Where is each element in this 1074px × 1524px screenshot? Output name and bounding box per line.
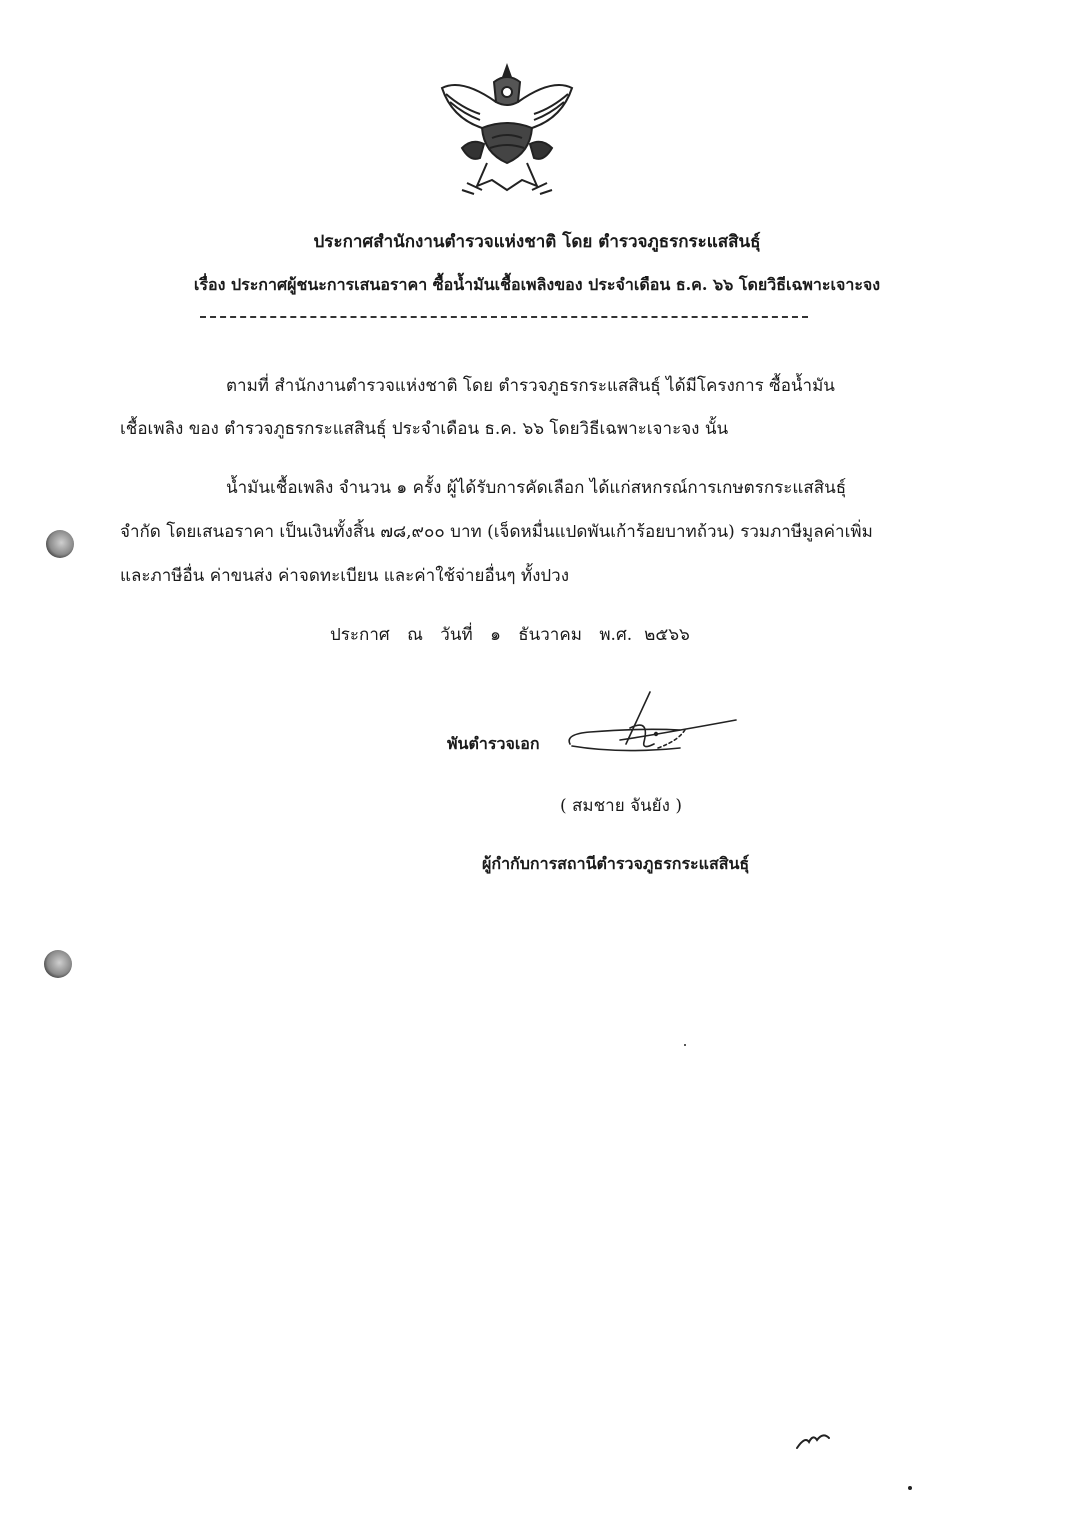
signer-name: ( สมชาย จันยัง ) [560,796,682,816]
handwritten-signature [560,688,740,772]
paragraph-1-line-2: เชื้อเพลิง ของ ตำรวจภูธรกระแสสินธุ์ ประจำเดือน ธ.ค. ๖๖ โดยวิธีเฉพาะเจาะจง นั้น [120,419,729,439]
paragraph-2-line-3: และภาษีอื่น ค่าขนส่ง ค่าจดทะเบียน และค่าใช้จ่ายอื่นๆ ทั้งปวง [120,566,570,586]
paragraph-2-line-1: น้ำมันเชื้อเพลิง จำนวน ๑ ครั้ง ผู้ได้รับการคัดเลือก ได้แก่สหกรณ์การเกษตรกระแสสินธุ์ [226,478,847,498]
date-era: พ.ศ. [599,625,633,645]
announcement-title: ประกาศสำนักงานตำรวจแห่งชาติ โดย ตำรวจภูธรกระแสสินธุ์ [313,232,761,252]
signer-position: ผู้กำกับการสถานีตำรวจภูธรกระแสสินธุ์ [482,854,750,873]
speck [908,1486,912,1490]
garuda-emblem-icon [432,58,582,203]
date-announce: ประกาศ [330,625,390,645]
divider [200,316,808,318]
date-month: ธันวาคม [518,625,582,645]
announcement-date [330,621,702,648]
signer-rank: พันตำรวจเอก [447,734,540,753]
paragraph-2-line-2: จำกัด โดยเสนอราคา เป็นเงินทั้งสิ้น ๗๘,๙๐๐ บาท (เจ็ดหมื่นแปดพันเก้าร้อยบาทถ้วน) รวมภาษีมูลค่าเพิ่ม [120,522,873,542]
announcement-subject: เรื่อง ประกาศผู้ชนะการเสนอราคา ซื้อน้ำมันเชื้อเพลิงของ ประจำเดือน ธ.ค. ๖๖ โดยวิธีเฉพาะเจาะจง [193,275,881,294]
speck [684,1044,686,1046]
date-at: ณ [407,625,423,645]
handwritten-mark [795,1428,835,1452]
paragraph-1-line-1: ตามที่ สำนักงานตำรวจแห่งชาติ โดย ตำรวจภูธรกระแสสินธุ์ ได้มีโครงการ ซื้อน้ำมัน [226,376,835,396]
date-year: ๒๕๖๖ [644,625,690,645]
date-day-label: วันที่ [440,625,473,645]
date-day: ๑ [490,625,501,645]
punch-hole-icon [46,530,74,558]
punch-hole-icon [44,950,72,978]
